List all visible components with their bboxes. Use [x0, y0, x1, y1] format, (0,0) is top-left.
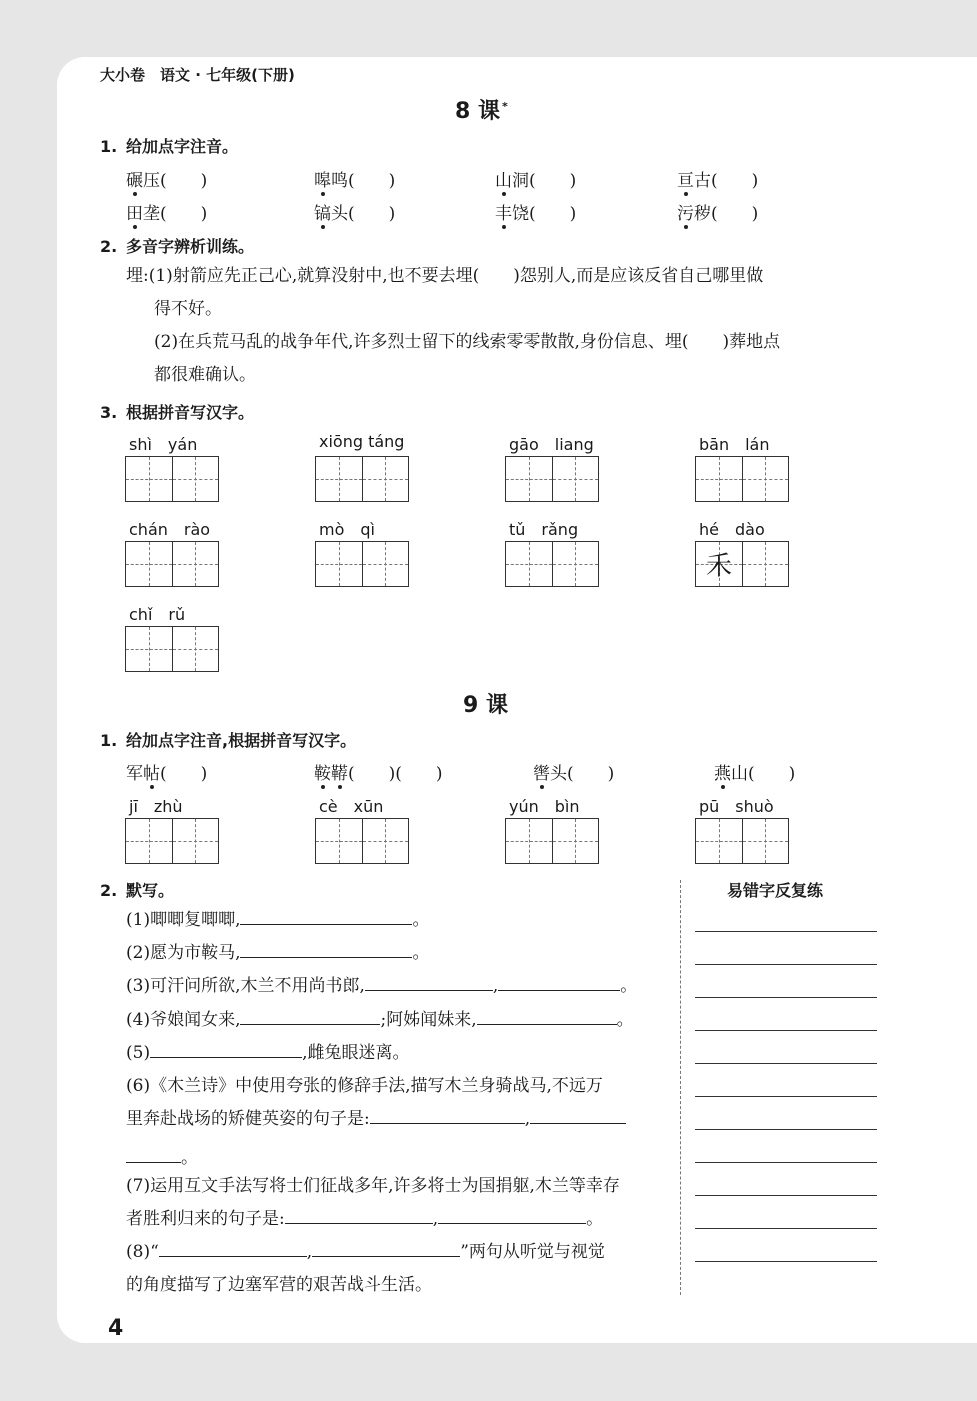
writing-cell[interactable] — [552, 819, 598, 863]
blank[interactable] — [498, 976, 620, 991]
blank[interactable] — [159, 1242, 307, 1257]
dictation-7-line-2: 者胜利归来的句子是: , 。 — [126, 1209, 604, 1229]
pinyin-label: pū shuò — [699, 797, 774, 816]
writing-cell[interactable] — [696, 819, 742, 863]
practice-line[interactable] — [695, 1129, 877, 1130]
practice-line[interactable] — [695, 1030, 877, 1031]
blank[interactable] — [240, 943, 412, 958]
tianzige-writing-grid[interactable] — [125, 818, 219, 864]
tianzige-writing-grid[interactable] — [695, 456, 789, 502]
writing-cell[interactable] — [696, 457, 742, 501]
blank[interactable] — [126, 1148, 181, 1163]
pinyin-label: cè xūn — [319, 797, 384, 816]
blank[interactable] — [477, 1010, 617, 1025]
dictation-6-line-2: 里奔赴战场的矫健英姿的句子是: , — [126, 1103, 626, 1136]
writing-cell[interactable] — [126, 542, 172, 586]
polyphone-label: 埋: — [126, 266, 149, 286]
writing-cell[interactable] — [316, 542, 362, 586]
writing-cell[interactable] — [552, 457, 598, 501]
l8-q1-item-4: 亘古( ) — [677, 166, 758, 191]
writing-cell[interactable] — [172, 819, 218, 863]
writing-cell[interactable] — [742, 457, 788, 501]
writing-cell[interactable] — [316, 457, 362, 501]
tianzige-writing-grid[interactable] — [695, 541, 789, 587]
writing-cell[interactable] — [506, 457, 552, 501]
pinyin-label: mò qì — [319, 520, 375, 539]
l8-q2-sentence-2-cont: 都很难确认。 — [154, 365, 256, 385]
optional-lesson-mark: * — [501, 99, 508, 113]
lesson-8-title: 8 课 * — [455, 99, 508, 124]
l9-q1-item-2: 鞍鞯( )( ) — [314, 759, 443, 784]
l8-q2-heading: 2. 多音字辨析训练。 — [100, 237, 255, 256]
pinyin-label: chǐ rǔ — [129, 605, 186, 624]
dictation-1: (1)唧唧复唧唧, 。 — [126, 910, 430, 930]
tianzige-writing-grid[interactable] — [315, 456, 409, 502]
pinyin-label: tǔ rǎng — [509, 520, 579, 539]
dictation-7-line-1: (7)运用互文手法写将士们征战多年,许多将士为国捐躯,木兰等幸存 — [126, 1176, 620, 1196]
practice-line[interactable] — [695, 997, 877, 998]
blank[interactable] — [370, 1109, 525, 1124]
dictation-6-line-3: 。 — [126, 1142, 198, 1175]
pinyin-label: xiōng táng — [319, 432, 405, 451]
blank[interactable] — [312, 1242, 460, 1257]
writing-cell[interactable] — [172, 627, 218, 671]
writing-cell[interactable] — [126, 457, 172, 501]
blank[interactable] — [285, 1209, 433, 1224]
tianzige-writing-grid[interactable] — [695, 818, 789, 864]
l8-q1-item-8: 污秽( ) — [677, 199, 758, 224]
l8-q1-item-7: 丰饶( ) — [495, 199, 576, 224]
l9-q1-heading: 1. 给加点字注音,根据拼音写汉字。 — [100, 731, 357, 750]
written-character: 禾 — [705, 551, 732, 582]
writing-cell[interactable] — [172, 457, 218, 501]
practice-line[interactable] — [695, 964, 877, 965]
writing-cell[interactable] — [362, 457, 408, 501]
practice-line[interactable] — [695, 1162, 877, 1163]
dictation-8-line-2: 的角度描写了边塞军营的艰苦战斗生活。 — [126, 1275, 432, 1295]
l8-q3-heading: 3. 根据拼音写汉字。 — [100, 403, 255, 422]
writing-cell[interactable] — [316, 819, 362, 863]
dictation-6-line-1: (6)《木兰诗》中使用夸张的修辞手法,描写木兰身骑战马,不远万 — [126, 1076, 603, 1096]
writing-cell[interactable] — [362, 819, 408, 863]
tianzige-writing-grid[interactable] — [315, 818, 409, 864]
dictation-5: (5) ,雌兔眼迷离。 — [126, 1043, 410, 1063]
tianzige-writing-grid[interactable] — [125, 456, 219, 502]
writing-cell[interactable] — [552, 542, 598, 586]
blank[interactable] — [240, 910, 412, 925]
l8-q1-heading: 1. 给加点字注音。 — [100, 137, 239, 156]
lesson-9-title: 9 课 — [463, 693, 508, 718]
l8-q2-sentence-1-cont: 得不好。 — [154, 299, 222, 319]
practice-line[interactable] — [695, 931, 877, 932]
l8-q2-para-1 — [126, 260, 886, 392]
pinyin-label: bān lán — [699, 435, 770, 454]
writing-cell[interactable] — [126, 819, 172, 863]
tianzige-writing-grid[interactable] — [505, 541, 599, 587]
dictation-3: (3)可汗问所欲,木兰不用尚书郎, , 。 — [126, 976, 638, 996]
l9-q1-item-4: 燕山( ) — [714, 759, 795, 784]
pinyin-label: chán rào — [129, 520, 211, 539]
practice-line[interactable] — [695, 1228, 877, 1229]
blank[interactable] — [150, 1043, 302, 1058]
l9-q1-item-1: 军帖( ) — [126, 759, 207, 784]
writing-cell[interactable] — [506, 819, 552, 863]
tianzige-writing-grid[interactable] — [505, 456, 599, 502]
dictation-4: (4)爷娘闻女来, ;阿姊闻妹来, 。 — [126, 1010, 634, 1030]
l8-q1-item-6: 镐头( ) — [314, 199, 395, 224]
l8-q1-item-5: 田垄( ) — [126, 199, 207, 224]
dictation-2: (2)愿为市鞍马, 。 — [126, 943, 430, 963]
practice-line[interactable] — [695, 1195, 877, 1196]
tianzige-writing-grid[interactable] — [125, 626, 219, 672]
writing-cell[interactable] — [362, 542, 408, 586]
l8-q2-sentence-1: (1)射箭应先正己心,就算没射中,也不要去埋( )怨别人,而是应该反省自己哪里做 — [148, 266, 764, 286]
pinyin-label: jī zhù — [129, 797, 183, 816]
writing-cell[interactable] — [742, 542, 788, 586]
pinyin-label: shì yán — [129, 435, 198, 454]
l8-q1-item-2: 嗥鸣( ) — [314, 166, 395, 191]
tianzige-writing-grid[interactable] — [315, 541, 409, 587]
pinyin-label: hé dào — [699, 520, 765, 539]
practice-line[interactable] — [695, 1063, 877, 1064]
l9-q1-item-3: 辔头( ) — [533, 759, 614, 784]
l9-q2-heading: 2. 默写。 — [100, 881, 175, 900]
pinyin-label: gāo liang — [509, 435, 594, 454]
blank[interactable] — [438, 1209, 586, 1224]
pinyin-label: yún bìn — [509, 797, 580, 816]
column-divider — [680, 880, 681, 1295]
practice-line[interactable] — [695, 1261, 877, 1262]
writing-cell[interactable] — [696, 542, 742, 586]
writing-cell[interactable] — [172, 542, 218, 586]
l8-q1-item-3: 山洞( ) — [495, 166, 576, 191]
tianzige-writing-grid[interactable] — [125, 541, 219, 587]
blank[interactable] — [365, 976, 493, 991]
blank[interactable] — [240, 1010, 380, 1025]
writing-cell[interactable] — [126, 627, 172, 671]
page-header: 大小卷 语文 · 七年级(下册) — [100, 66, 295, 84]
writing-cell[interactable] — [742, 819, 788, 863]
blank[interactable] — [530, 1109, 626, 1124]
l8-q1-item-1: 碾压( ) — [126, 166, 207, 191]
page-number: 4 — [108, 1316, 124, 1341]
writing-cell[interactable] — [506, 542, 552, 586]
l8-q2-sentence-2: (2)在兵荒马乱的战争年代,许多烈士留下的线索零零散散,身份信息、埋( )葬地点 — [154, 332, 781, 352]
review-practice-title: 易错字反复练 — [727, 881, 824, 900]
tianzige-writing-grid[interactable] — [505, 818, 599, 864]
practice-line[interactable] — [695, 1096, 877, 1097]
dictation-8-line-1: (8)“ , ”两句从听觉与视觉 — [126, 1242, 605, 1262]
